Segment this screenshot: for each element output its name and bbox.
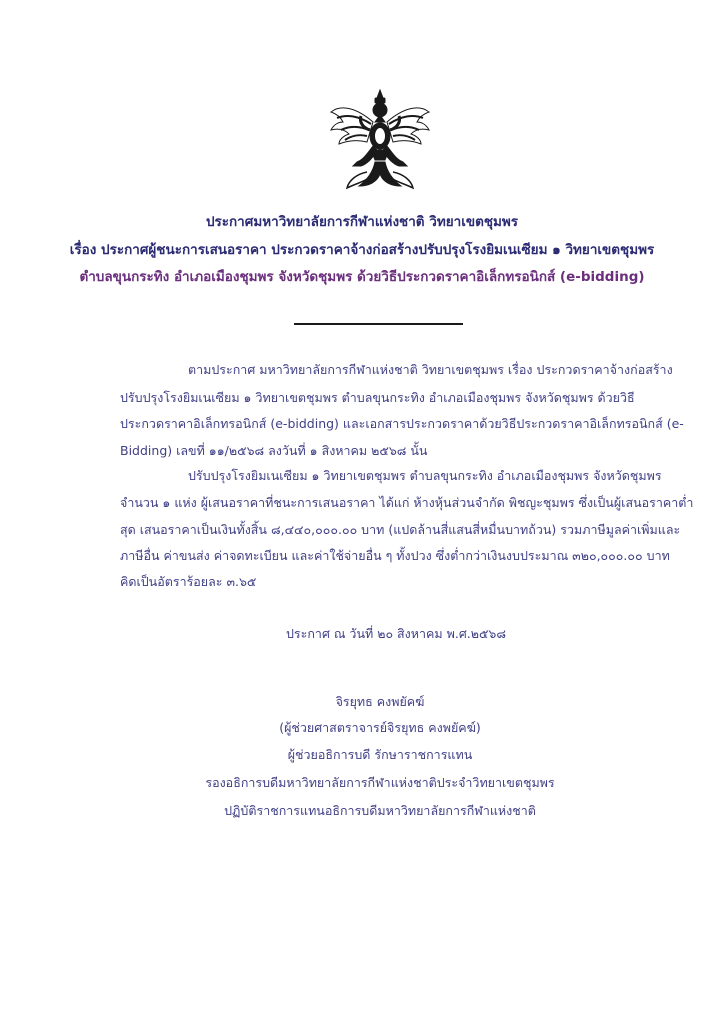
signature-name: จิรยุทธ คงพยัคฆ์ (335, 694, 425, 709)
announcement-date: ประกาศ ณ วันที่ ๒๐ สิงหาคม พ.ศ.๒๕๖๘ (286, 626, 507, 641)
announcement-subject: เรื่อง ประกาศผู้ชนะการเสนอราคา ประกวดราคาจ้างก่อสร้างปรับปรุงโรงยิมเนเซียม ๑ วิทยาเขตชุมพร (69, 242, 655, 258)
paragraph-1-line-1: ตามประกาศ มหาวิทยาลัยการกีฬาแห่งชาติ วิทยาเขตชุมพร เรื่อง ประกวดราคาจ้างก่อสร้าง (188, 362, 673, 377)
paragraph-1-line-4: Bidding) เลขที่ ๑๑/๒๕๖๘ ลงวันที่ ๑ สิงหาคม ๒๕๖๘ นั้น (120, 443, 428, 458)
paragraph-1-line-2: ปรับปรุงโรงยิมเนเซียม ๑ วิทยาเขตชุมพร ตำบลขุนกระทิง อำเภอเมืองชุมพร จังหวัดชุมพร ด้วยวิธี (120, 390, 635, 405)
paragraph-2-line-1: ปรับปรุงโรงยิมเนเซียม ๑ วิทยาเขตชุมพร ตำบลขุนกระทิง อำเภอเมืองชุมพร จังหวัดชุมพร (188, 468, 662, 483)
paragraph-2-line-2: จำนวน ๑ แห่ง ผู้เสนอราคาที่ชนะการเสนอราคา ได้แก่ ห้างหุ้นส่วนจำกัด พิชญะชุมพร ซึ่งเป็นผู้เสนอราคาต่ำ (120, 495, 694, 510)
announcement-title: ประกาศมหาวิทยาลัยการกีฬาแห่งชาติ วิทยาเขตชุมพร (205, 214, 519, 230)
paragraph-2-line-4: ภาษีอื่น ค่าขนส่ง ค่าจดทะเบียน และค่าใช้จ่ายอื่น ๆ ทั้งปวง ซึ่งต่ำกว่าเงินงบประมาณ ๓๒๐,๐๐๐.๐๐ บาท (120, 548, 670, 563)
signatory-on-behalf: ปฏิบัติราชการแทนอธิการบดีมหาวิทยาลัยการกีฬาแห่งชาติ (224, 803, 536, 818)
signatory-acting-position: รองอธิการบดีมหาวิทยาลัยการกีฬาแห่งชาติประจำวิทยาเขตชุมพร (205, 775, 555, 790)
paragraph-2-line-3: สุด เสนอราคาเป็นเงินทั้งสิ้น ๘,๔๔๐,๐๐๐.๐๐ บาท (แปดล้านสี่แสนสี่หมื่นบาทถ้วน) รวมภาษีมูลค่าเพิ่มและ (120, 522, 681, 537)
garuda-emblem-icon (327, 88, 433, 192)
signatory-full-name: (ผู้ช่วยศาสตราจารย์จิรยุทธ คงพยัคฆ์) (279, 720, 481, 735)
signatory-position: ผู้ช่วยอธิการบดี รักษาราชการแทน (287, 747, 473, 762)
paragraph-1-line-3: ประกวดราคาอิเล็กทรอนิกส์ (e-bidding) และเอกสารประกวดราคาด้วยวิธีประกวดราคาอิเล็กทรอนิกส์ (e- (120, 416, 684, 431)
announcement-subject-location: ตำบลขุนกระทิง อำเภอเมืองชุมพร จังหวัดชุมพร ด้วยวิธีประกวดราคาอิเล็กทรอนิกส์ (e-bidding) (79, 269, 645, 285)
paragraph-2-line-5: คิดเป็นอัตราร้อยละ ๓.๖๕ (120, 574, 257, 589)
title-divider (294, 323, 463, 325)
